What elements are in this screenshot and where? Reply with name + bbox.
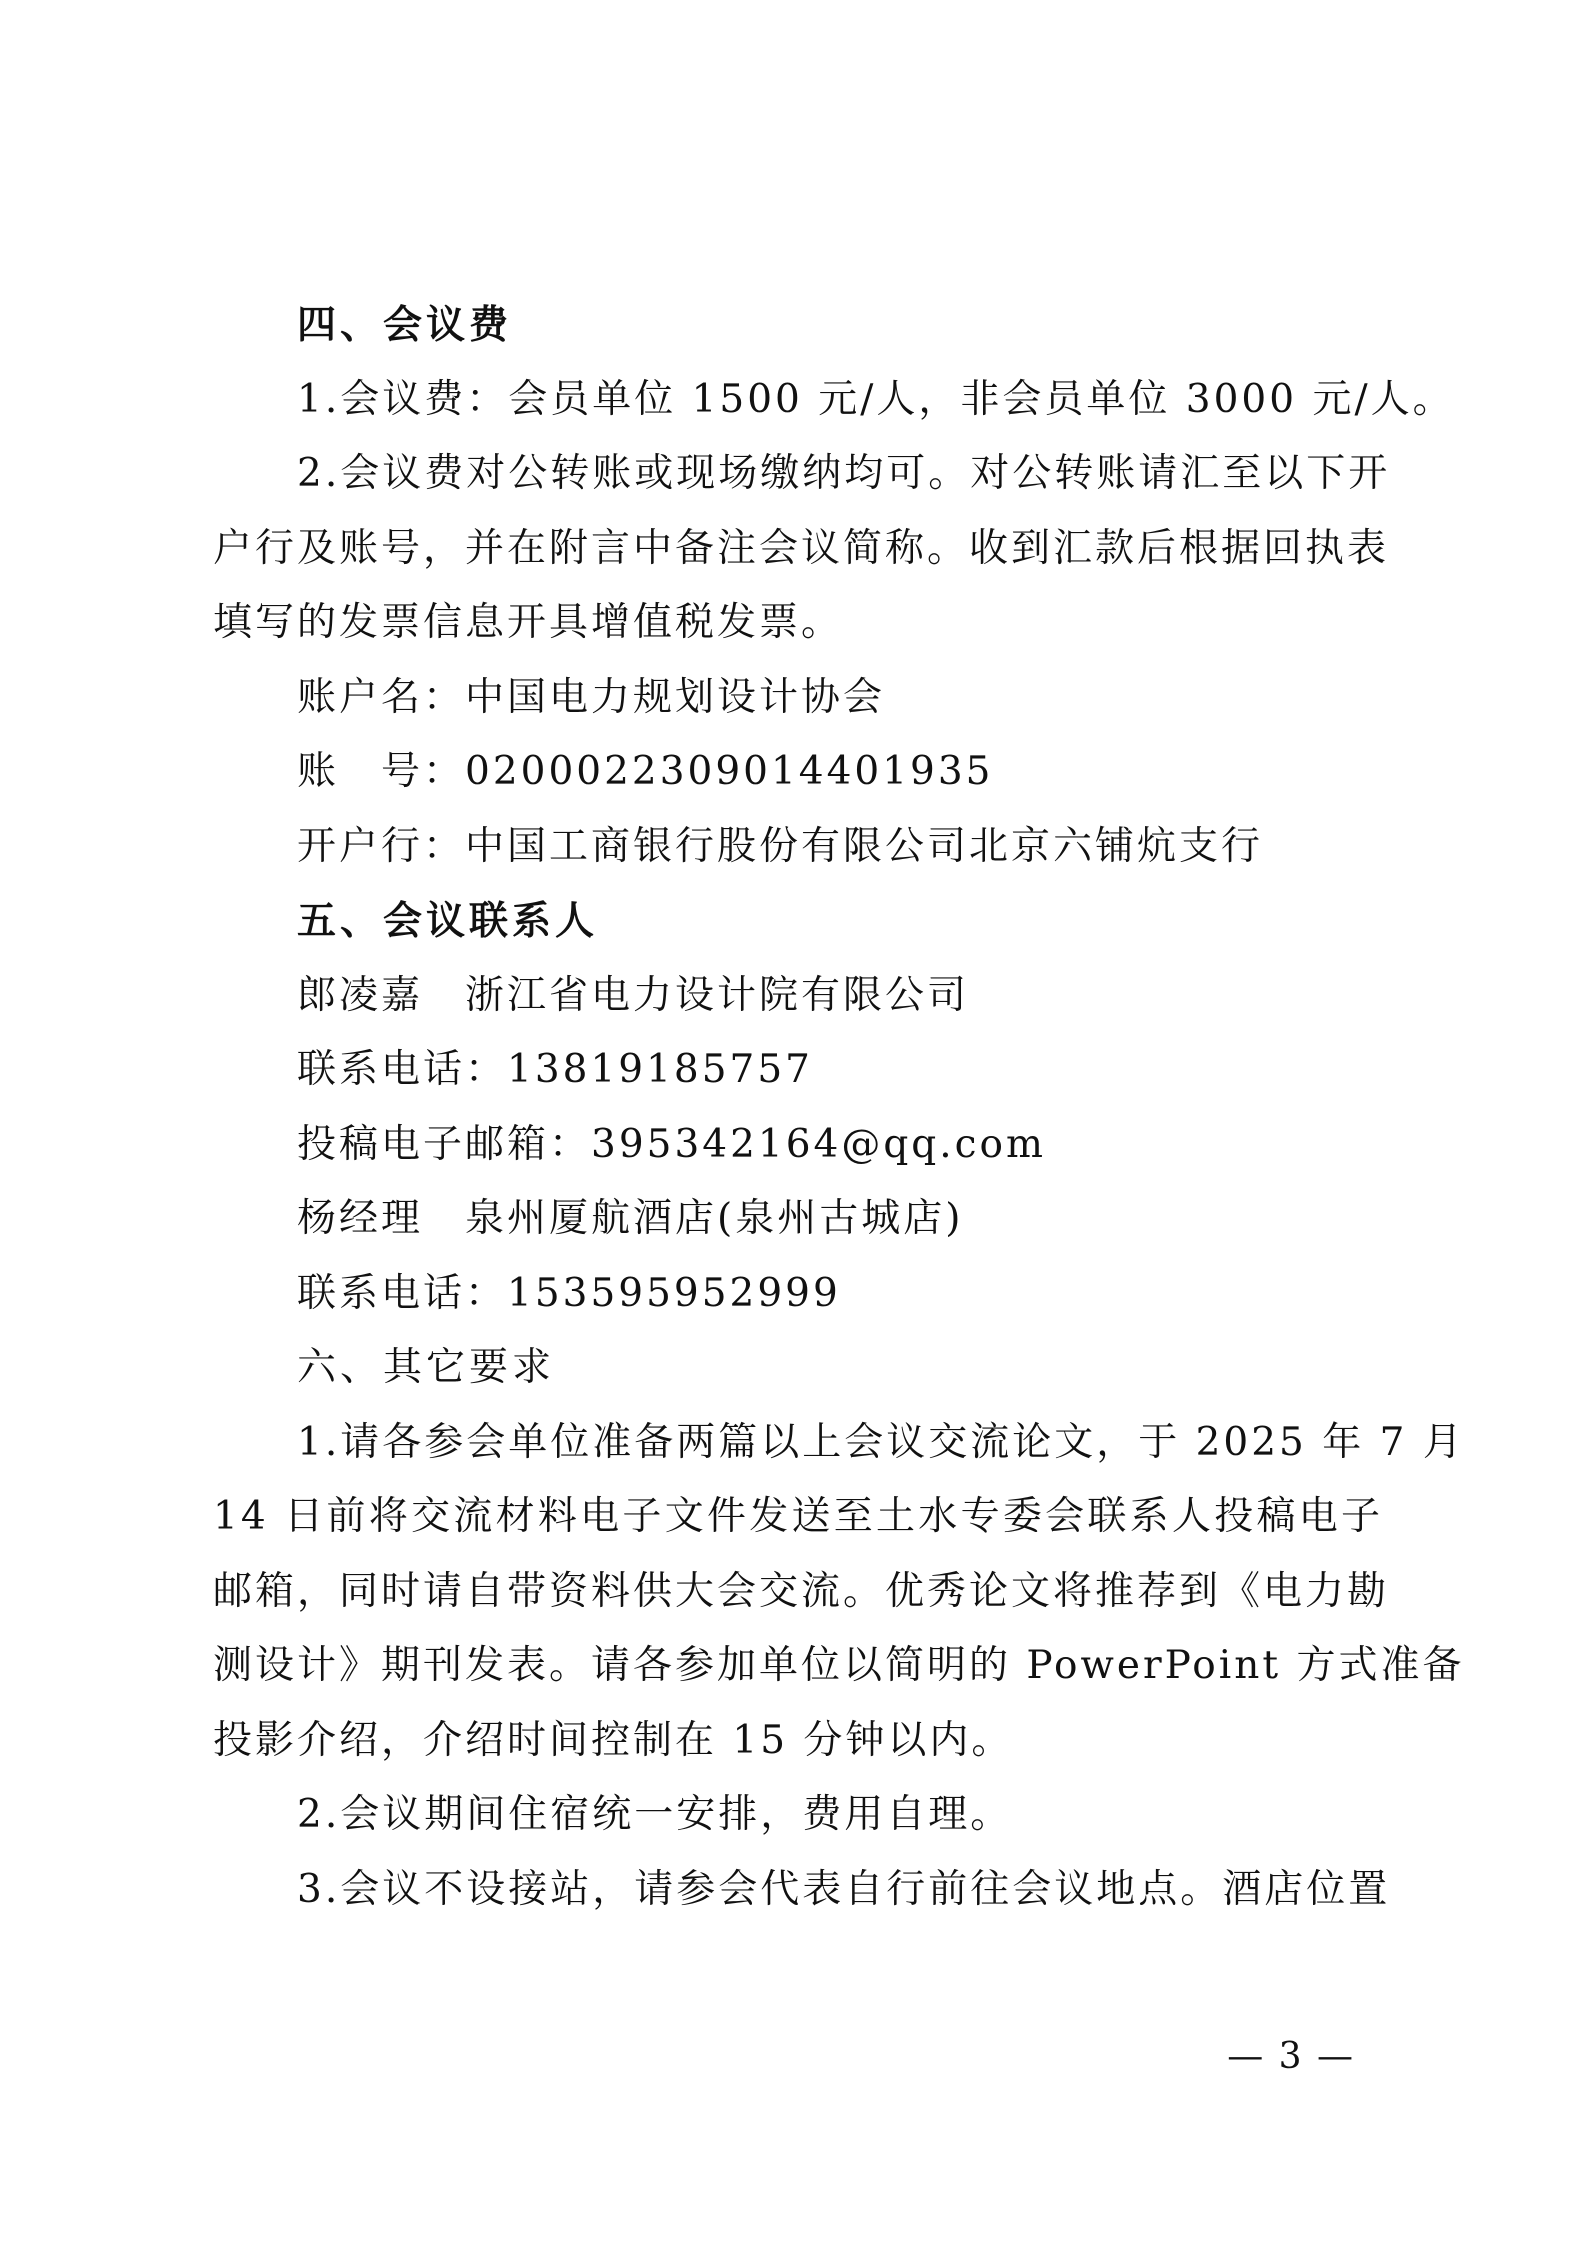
requirement-1-line-1: 1.请各参会单位准备两篇以上会议交流论文，于 2025 年 7 月 [297,1419,1465,1465]
payment-paragraph-line-3: 填写的发票信息开具增值税发票。 [213,600,844,645]
document-body [213,288,1465,1927]
contact-phone-2: 联系电话：15359595​2999 [297,1270,841,1316]
payment-paragraph-line-2: 户行及账号，并在附言中备注会议简称。收到汇款后根据回执表 [213,525,1390,571]
requirement-3-line-1: 3.会议不设接站，请参会代表自行前往会议地点。酒店位置 [297,1866,1391,1912]
requirement-2: 2.会议期间住宿统一安排，费用自理。 [297,1792,1013,1837]
requirement-1-line-4: 测设计》期刊发表。请各参加单位以简明的 PowerPoint 方式准备 [213,1643,1465,1688]
page-number: — 3 — [1227,2036,1355,2077]
section-heading-fees: 四、会议费 [297,302,513,348]
bank-name: 开户行：中国工商银行股份有限公司北京六铺炕支行 [297,823,1264,869]
account-name: 账户名：中国电力规划设计协会 [297,674,886,720]
submission-email: 投稿电子邮箱：395342164@qq.com [297,1121,1046,1167]
fee-amount-paragraph: 1.会议费：会员单位 1500 元/人，非会员单位 3000 元/人。 [297,376,1455,422]
section-heading-other: 六、其它要求 [297,1345,556,1390]
requirement-1-line-5: 投影介绍，介绍时间控制在 15 分钟以内。 [213,1717,1014,1763]
contact-phone-1: 联系电话：13819185757 [297,1047,813,1092]
section-heading-contacts: 五、会议联系人 [297,898,599,944]
contact-person-2: 杨经理 泉州厦航酒店(泉州古城店) [297,1196,964,1241]
requirement-1-line-3: 邮箱，同时请自带资料供大会交流。优秀论文将推荐到《电力勘 [213,1568,1390,1614]
payment-paragraph-line-1: 2.会议费对公转账或现场缴纳均可。对公转账请汇至以下开 [297,451,1391,496]
contact-person-1: 郎凌嘉 浙江省电力设计院有限公司 [297,972,970,1018]
requirement-1-line-2: 14 日前将交流材料电子文件发送至土水专委会联系人投稿电子 [213,1494,1383,1539]
account-number: 账 号：0200022309014401935 [297,749,994,794]
